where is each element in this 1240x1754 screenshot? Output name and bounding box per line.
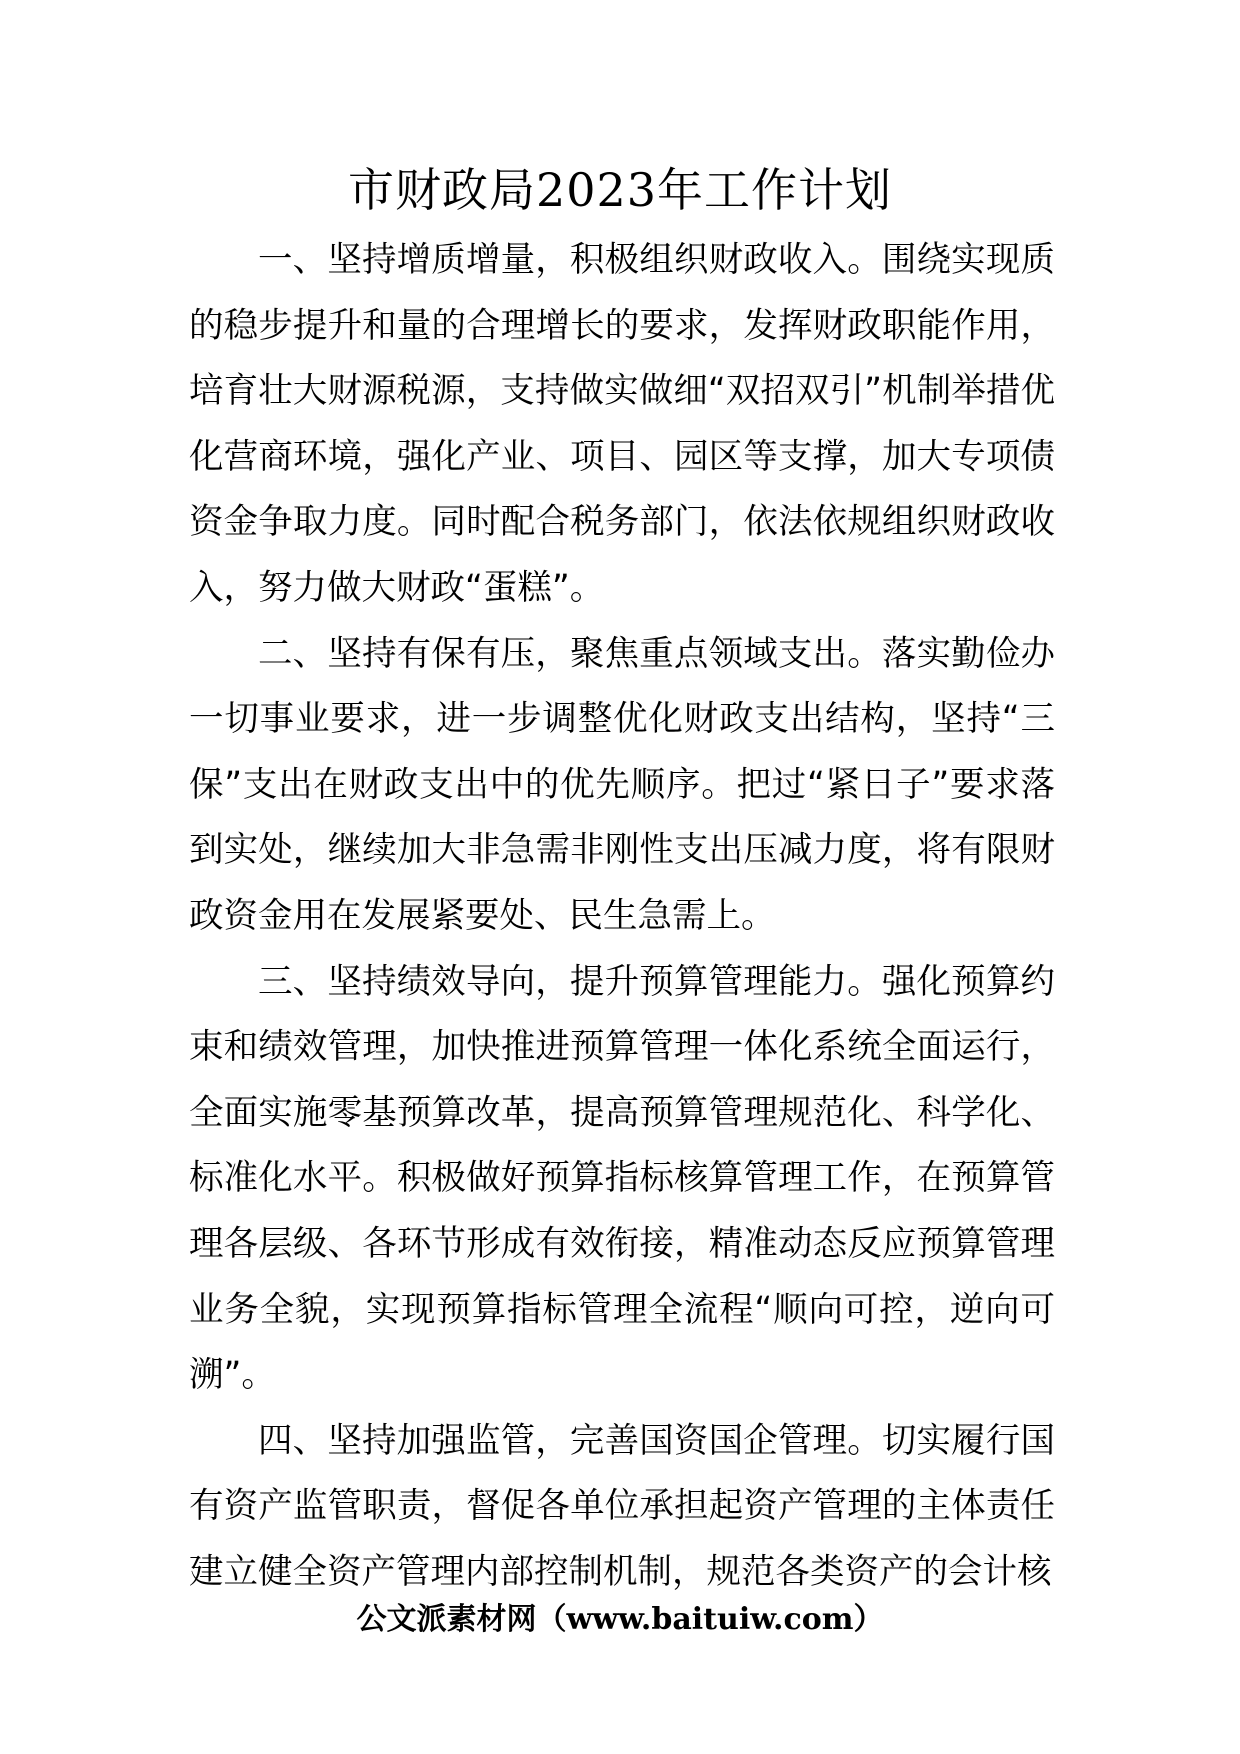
paragraph-1: 一、坚持增质增量，积极组织财政收入。围绕实现质的稳步提升和量的合理增长的要求，发挥财政职能作用，培育壮大财源税源，支持做实做细“双招双引”机制举措优化营商环境，强化产业、项目、园区等支撑，加大专项债资金争取力度。同时配合税务部门，依法依规组织财政收入，努力做大财政“蛋糕”。 [189, 240, 1055, 608]
document-body [189, 228, 1055, 1605]
footer-watermark: 公文派素材网（www.baituiw.com） [356, 1602, 884, 1637]
paragraph-2: 二、坚持有保有压，聚焦重点领域支出。落实勤俭办一切事业要求，进一步调整优化财政支出结构，坚持“三保”支出在财政支出中的优先顺序。把过“紧日子”要求落到实处，继续加大非急需非刚性支出压减力度，将有限财政资金用在发展紧要处、民生急需上。 [189, 633, 1055, 936]
paragraph-4: 四、坚持加强监管，完善国资国企管理。切实履行国有资产监管职责，督促各单位承担起资产管理的主体责任建立健全资产管理内部控制机制，规范各类资产的会计核 [189, 1420, 1055, 1592]
document-title: 市财政局2023年工作计划 [347, 163, 893, 217]
paragraph-3: 三、坚持绩效导向，提升预算管理能力。强化预算约束和绩效管理，加快推进预算管理一体化系统全面运行，全面实施零基预算改革，提高预算管理规范化、科学化、标准化水平。积极做好预算指标核算管理工作，在预算管理各层级、各环节形成有效衔接，精准动态反应预算管理业务全貌，实现预算指标管理全流程“顺向可控，逆向可溯”。 [189, 961, 1055, 1396]
